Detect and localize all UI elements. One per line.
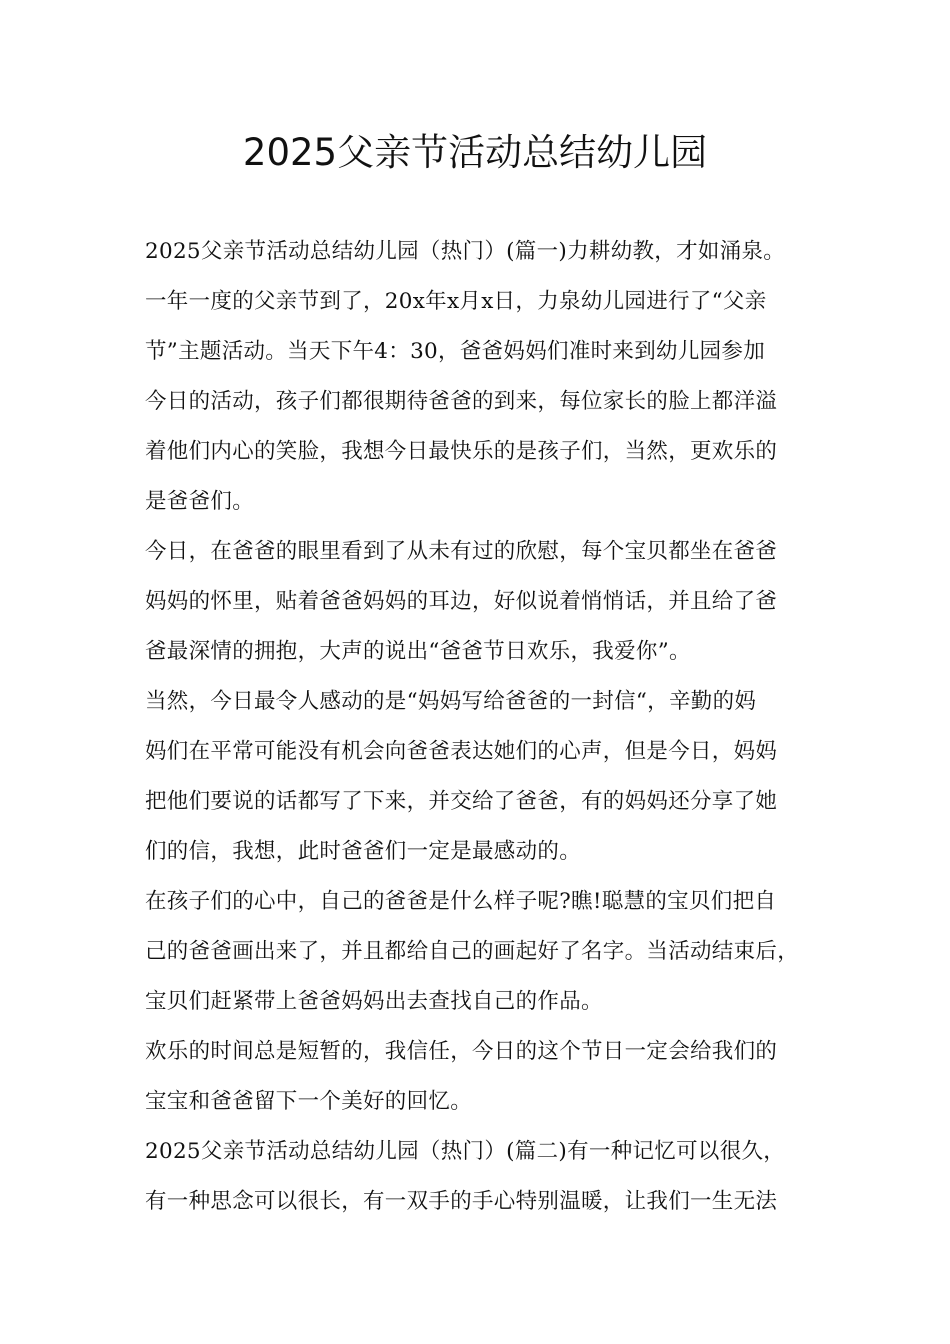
body-line-1: 2025父亲节活动总结幼儿园（热门）(篇一)力耕幼教，才如涌泉。 [145,239,786,264]
document-title: 2025父亲节活动总结幼儿园 [242,131,708,174]
body-line-5: 着他们内心的笑脸，我想今日最快乐的是孩子们，当然，更欢乐的 [145,439,778,464]
body-line-17: 欢乐的时间总是短暂的，我信任，今日的这个节日一定会给我们的 [145,1039,778,1064]
body-line-16: 宝贝们赶紧带上爸爸妈妈出去查找自己的作品。 [145,989,603,1014]
body-line-19: 2025父亲节活动总结幼儿园（热门）(篇二)有一种记忆可以很久， [145,1139,786,1164]
body-line-20: 有一种思念可以很长，有一双手的手心特别温暖，让我们一生无法 [145,1189,778,1214]
body-line-6: 是爸爸们。 [145,489,255,514]
document-body [145,227,835,1227]
body-line-12: 把他们要说的话都写了下来，并交给了爸爸，有的妈妈还分享了她 [145,789,778,814]
body-line-8: 妈妈的怀里，贴着爸爸妈妈的耳边，好似说着悄悄话，并且给了爸 [145,589,778,614]
body-line-13: 们的信，我想，此时爸爸们一定是最感动的。 [145,839,582,864]
body-line-10: 当然，今日最令人感动的是“妈妈写给爸爸的一封信“，辛勤的妈 [145,689,757,714]
body-line-7: 今日，在爸爸的眼里看到了从未有过的欣慰，每个宝贝都坐在爸爸 [145,539,778,564]
body-line-11: 妈们在平常可能没有机会向爸爸表达她们的心声，但是今日，妈妈 [145,739,778,764]
body-line-14: 在孩子们的心中，自己的爸爸是什么样子呢?瞧!聪慧的宝贝们把自 [145,889,777,914]
body-line-9: 爸最深情的拥抱，大声的说出“爸爸节日欢乐，我爱你”。 [145,639,691,664]
body-line-18: 宝宝和爸爸留下一个美好的回忆。 [145,1089,473,1114]
body-line-2: 一年一度的父亲节到了，20x年x月x日，力泉幼儿园进行了“父亲 [145,289,767,314]
body-line-4: 今日的活动，孩子们都很期待爸爸的到来，每位家长的脸上都洋溢 [145,389,778,414]
body-line-3: 节”主题活动。当天下午4：30，爸爸妈妈们准时来到幼儿园参加 [145,339,766,364]
body-line-15: 己的爸爸画出来了，并且都给自己的画起好了名字。当活动结束后， [145,939,800,964]
